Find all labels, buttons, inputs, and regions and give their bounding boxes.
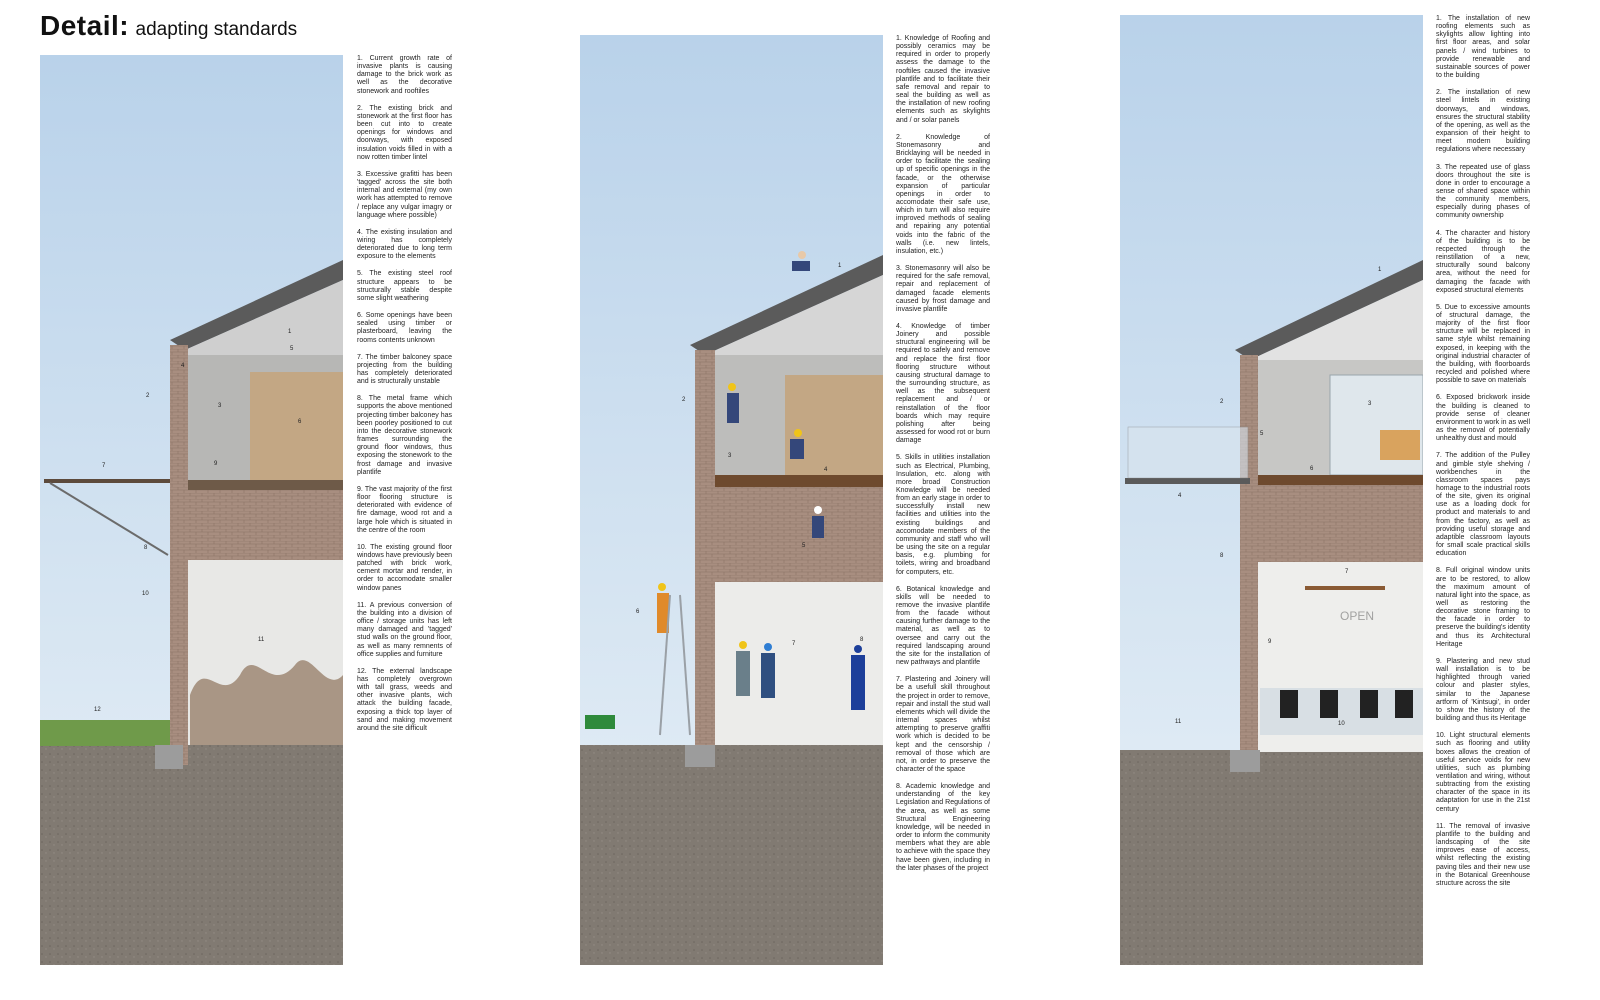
note-item: 9. Plastering and new stud wall installation is to be highlighted through varied colour and plaster styles, similar to the Japanese artform of 'Kintsugi', in order to show the history of the building and thus its Heritage — [1436, 657, 1530, 723]
label-9: 9 — [214, 461, 218, 467]
section-existing-condition — [40, 55, 343, 965]
note-item: 9. The vast majority of the first floor flooring structure is deteriorated with evidence of fire damage, wood rot and a large hole which is situated in the centre of the room — [357, 485, 452, 534]
label-6: 6 — [1310, 466, 1314, 472]
label-1: 1 — [838, 263, 842, 269]
label-1: 1 — [288, 329, 292, 335]
note-item: 2. The existing brick and stonework at the first floor has been cut into to create openings for windows and doorways, with exposed insulation voids filled in with a now rotten timber lintel — [357, 104, 452, 161]
label-12: 12 — [94, 707, 101, 713]
title-bold: Detail: — [40, 10, 130, 41]
note-item: 11. A previous conversion of the building into a division of office / storage units has left many damaged and 'tagged' stud walls on the ground floor, as well as many remnents of office supplies and furniture — [357, 601, 452, 658]
label-11: 11 — [1175, 719, 1182, 725]
label-3: 3 — [728, 453, 732, 459]
label-7: 7 — [792, 641, 796, 647]
note-item: 7. Plastering and Joinery will be a usefull skill throughout the project in order to remove, repair and install the stud wall elements which will divide the internal spaces whilst attempting to preserve graffiti work which is decided to be kept and the censorship / removal of those which are not, in order to preserve the character of the space — [896, 676, 990, 773]
note-item: 5. The existing steel roof structure appears to be structurally stable despite some slight weathering — [357, 270, 452, 302]
notes-existing-condition — [357, 55, 452, 742]
label-5: 5 — [802, 543, 806, 549]
section-drawing-proposed — [1120, 15, 1423, 965]
label-10: 10 — [1338, 721, 1345, 727]
label-1: 1 — [1378, 267, 1382, 273]
note-item: 6. Botanical knowledge and skills will be needed to remove the invasive plantlife from the facade without causing further damage to the material, as well as to oversee and carry out the required landscaping around the site for the installation of new pathways and plantlife — [896, 585, 990, 667]
label-3: 3 — [1368, 401, 1372, 407]
label-8: 8 — [860, 637, 864, 643]
note-item: 2. Knowledge of Stonemasonry and Bricklaying will be needed in order to facilitate the sealing up of specific openings in the facade, or the otherwise expansion of particular openings in order to accomodate their safe use, which in turn will also require improved methods of sealing and repairing any potential voids into the fabric of the walls (i.e. new lintels, insulation, etc.) — [896, 133, 990, 255]
label-4: 4 — [824, 467, 828, 473]
note-item: 2. The installation of new steel lintels in existing doorways, and windows, ensures the structural stability of the opening, as well as the expansion of their height to meet modern building regulations where necessary — [1436, 89, 1530, 154]
title-subtitle: adapting standards — [135, 19, 298, 40]
label-8: 8 — [1220, 553, 1224, 559]
note-item: 7. The addition of the Pulley and gimble style shelving / workbenches in the classroom spaces pays homage to the industrial roots of the site, given its original use as a loading dock for product and materials to and from the factory, as well as providing useful storage and adaptible classroom layouts for small scale practical skills education — [1436, 452, 1530, 558]
label-2: 2 — [682, 397, 686, 403]
note-item: 3. Excessive grafitti has been 'tagged' across the site both internal and external (my own work has attempted to remove / replace any vulgar imagry or language where possible) — [357, 170, 452, 219]
label-8: 8 — [144, 545, 148, 551]
note-item: 6. Exposed brickwork inside the building is cleaned to provide sense of cleaner environment to work in as well as the removal of potentially unhealthy dust and mould — [1436, 394, 1530, 443]
note-item: 5. Due to excessive amounts of structural damage, the majority of the first floor structure will be replaced in same style whilst remaining exposed, in keeping with the original industrial character of the building, with floorboards recycled and polished where possible to save on materials — [1436, 303, 1530, 385]
label-4: 4 — [181, 363, 185, 369]
wall-graffiti: OPEN — [1340, 609, 1375, 623]
label-11: 11 — [258, 637, 265, 643]
page-title — [40, 10, 297, 42]
notes-skills-required — [896, 35, 990, 882]
section-proposed-adaptation — [1120, 15, 1423, 965]
label-2: 2 — [146, 393, 150, 399]
label-5: 5 — [290, 346, 294, 352]
note-item: 6. Some openings have been sealed using timber or plasterboard, leaving the rooms contents unknown — [357, 312, 452, 344]
notes-proposed-adaptation — [1436, 15, 1530, 897]
label-10: 10 — [142, 591, 149, 597]
note-item: 1. Knowledge of Roofing and possibly ceramics may be required in order to properly assess the damage to the rooftiles caused the invasive plantlife and to facilitate their safe removal and repair to seal the building as well as the installation of new roofing elements such as skylights and / or solar panels — [896, 35, 990, 124]
label-7: 7 — [102, 463, 106, 469]
note-item: 4. The character and history of the building is to be recpected through the reinstillation of a new, structurally sound balcony area, without the need for damaging the facade with exposed structural elements — [1436, 229, 1530, 294]
note-item: 8. Academic knowledge and understanding of the key Legislation and Regulations of the area, as well as some Structural Engineering knowledge, will be needed in order to inform the community members what they are able to achieve with the space they have been given, including in the later phases of the project — [896, 783, 990, 872]
label-3: 3 — [218, 403, 222, 409]
label-6: 6 — [298, 419, 302, 425]
label-6: 6 — [636, 609, 640, 615]
note-item: 10. Light structural elements such as flooring and utility boxes allows the creation of useful service voids for new utilities, such as plumbing ventilation and wiring, without subtracting from the existing character of the space in its adaptation for use in the 21st century — [1436, 732, 1530, 813]
note-item: 1. The installation of new roofing elements such as skylights allow lighting into first floor areas, and solar panels / wind turbines to provide renewable and sustainable sources of power to the building — [1436, 15, 1530, 80]
note-item: 10. The existing ground floor windows have previously been patched with brick work, cement mortar and render, in order to accomodate smaller window panes — [357, 543, 452, 592]
label-7: 7 — [1345, 569, 1349, 575]
label-2: 2 — [1220, 399, 1224, 405]
label-9: 9 — [1268, 639, 1272, 645]
note-item: 5. Skills in utilities installation such as Electrical, Plumbing, Insulation, etc. along with more broad Construction Knowledge will be needed from an early stage in order to successfully install new facilities and utilities into the existing buildings and accomodate members of the community and staff who will be using the site on a regular basis, e.g. plumbing for toilets, wiring and broadband for computers, etc. — [896, 454, 990, 576]
section-works-in-progress — [580, 35, 883, 965]
note-item: 8. The metal frame which supports the above mentioned projecting timber balconey has been poorley positioned to cut into the decorative stonework frames surrounding the ground floor windows, thus exposing the stonework to the frost damage and invasive plantlife — [357, 395, 452, 476]
note-item: 4. The existing insulation and wiring has completely deteriorated due to long term exposure to the elements — [357, 228, 452, 261]
note-item: 3. The repeated use of glass doors throughout the site is done in order to encourage a sense of shared space within the community members, especially during phases of community ownership — [1436, 163, 1530, 220]
label-5: 5 — [1260, 431, 1264, 437]
note-item: 3. Stonemasonry will also be required for the safe removal, repair and replacement of damaged facade elements caused by frost damage and invasive plantlife — [896, 265, 990, 313]
note-item: 1. Current growth rate of invasive plants is causing damage to the brick work as well as the decorative stonework and rooftiles — [357, 55, 452, 95]
note-item: 11. The removal of invasive plantlife to the building and landscaping of the site improves ease of access, whilst reflecting the existing paving tiles and their new use in the Botanical Greenhouse structure across the site — [1436, 822, 1530, 887]
section-drawing-works — [580, 35, 883, 965]
section-drawing-existing — [40, 55, 343, 965]
label-4: 4 — [1178, 493, 1182, 499]
note-item: 8. Full original window units are to be restored, to allow the maximum amount of natural light into the space, as well as restoring the decorative stone framing to the facade in order to preserve the building's identity and thus its Architectural Heritage — [1436, 567, 1530, 648]
note-item: 12. The external landscape has completely overgrown with tall grass, weeds and other invasive plants, wich attack the building facade, exposing a thick top layer of sand and making movement around the site difficult — [357, 667, 452, 732]
note-item: 7. The timber balconey space projecting from the building has completely deteriorated and is structurally unstable — [357, 353, 452, 386]
note-item: 4. Knowledge of timber Joinery and possible structural engineering will be required to safely and remove and replace the first floor flooring structure without causing structural damage to the surrounding structure, as well as the subsequent replacement and / or reinstallation of the floor boards which may require polishing after being assessed for wood rot or burn damage — [896, 323, 990, 445]
